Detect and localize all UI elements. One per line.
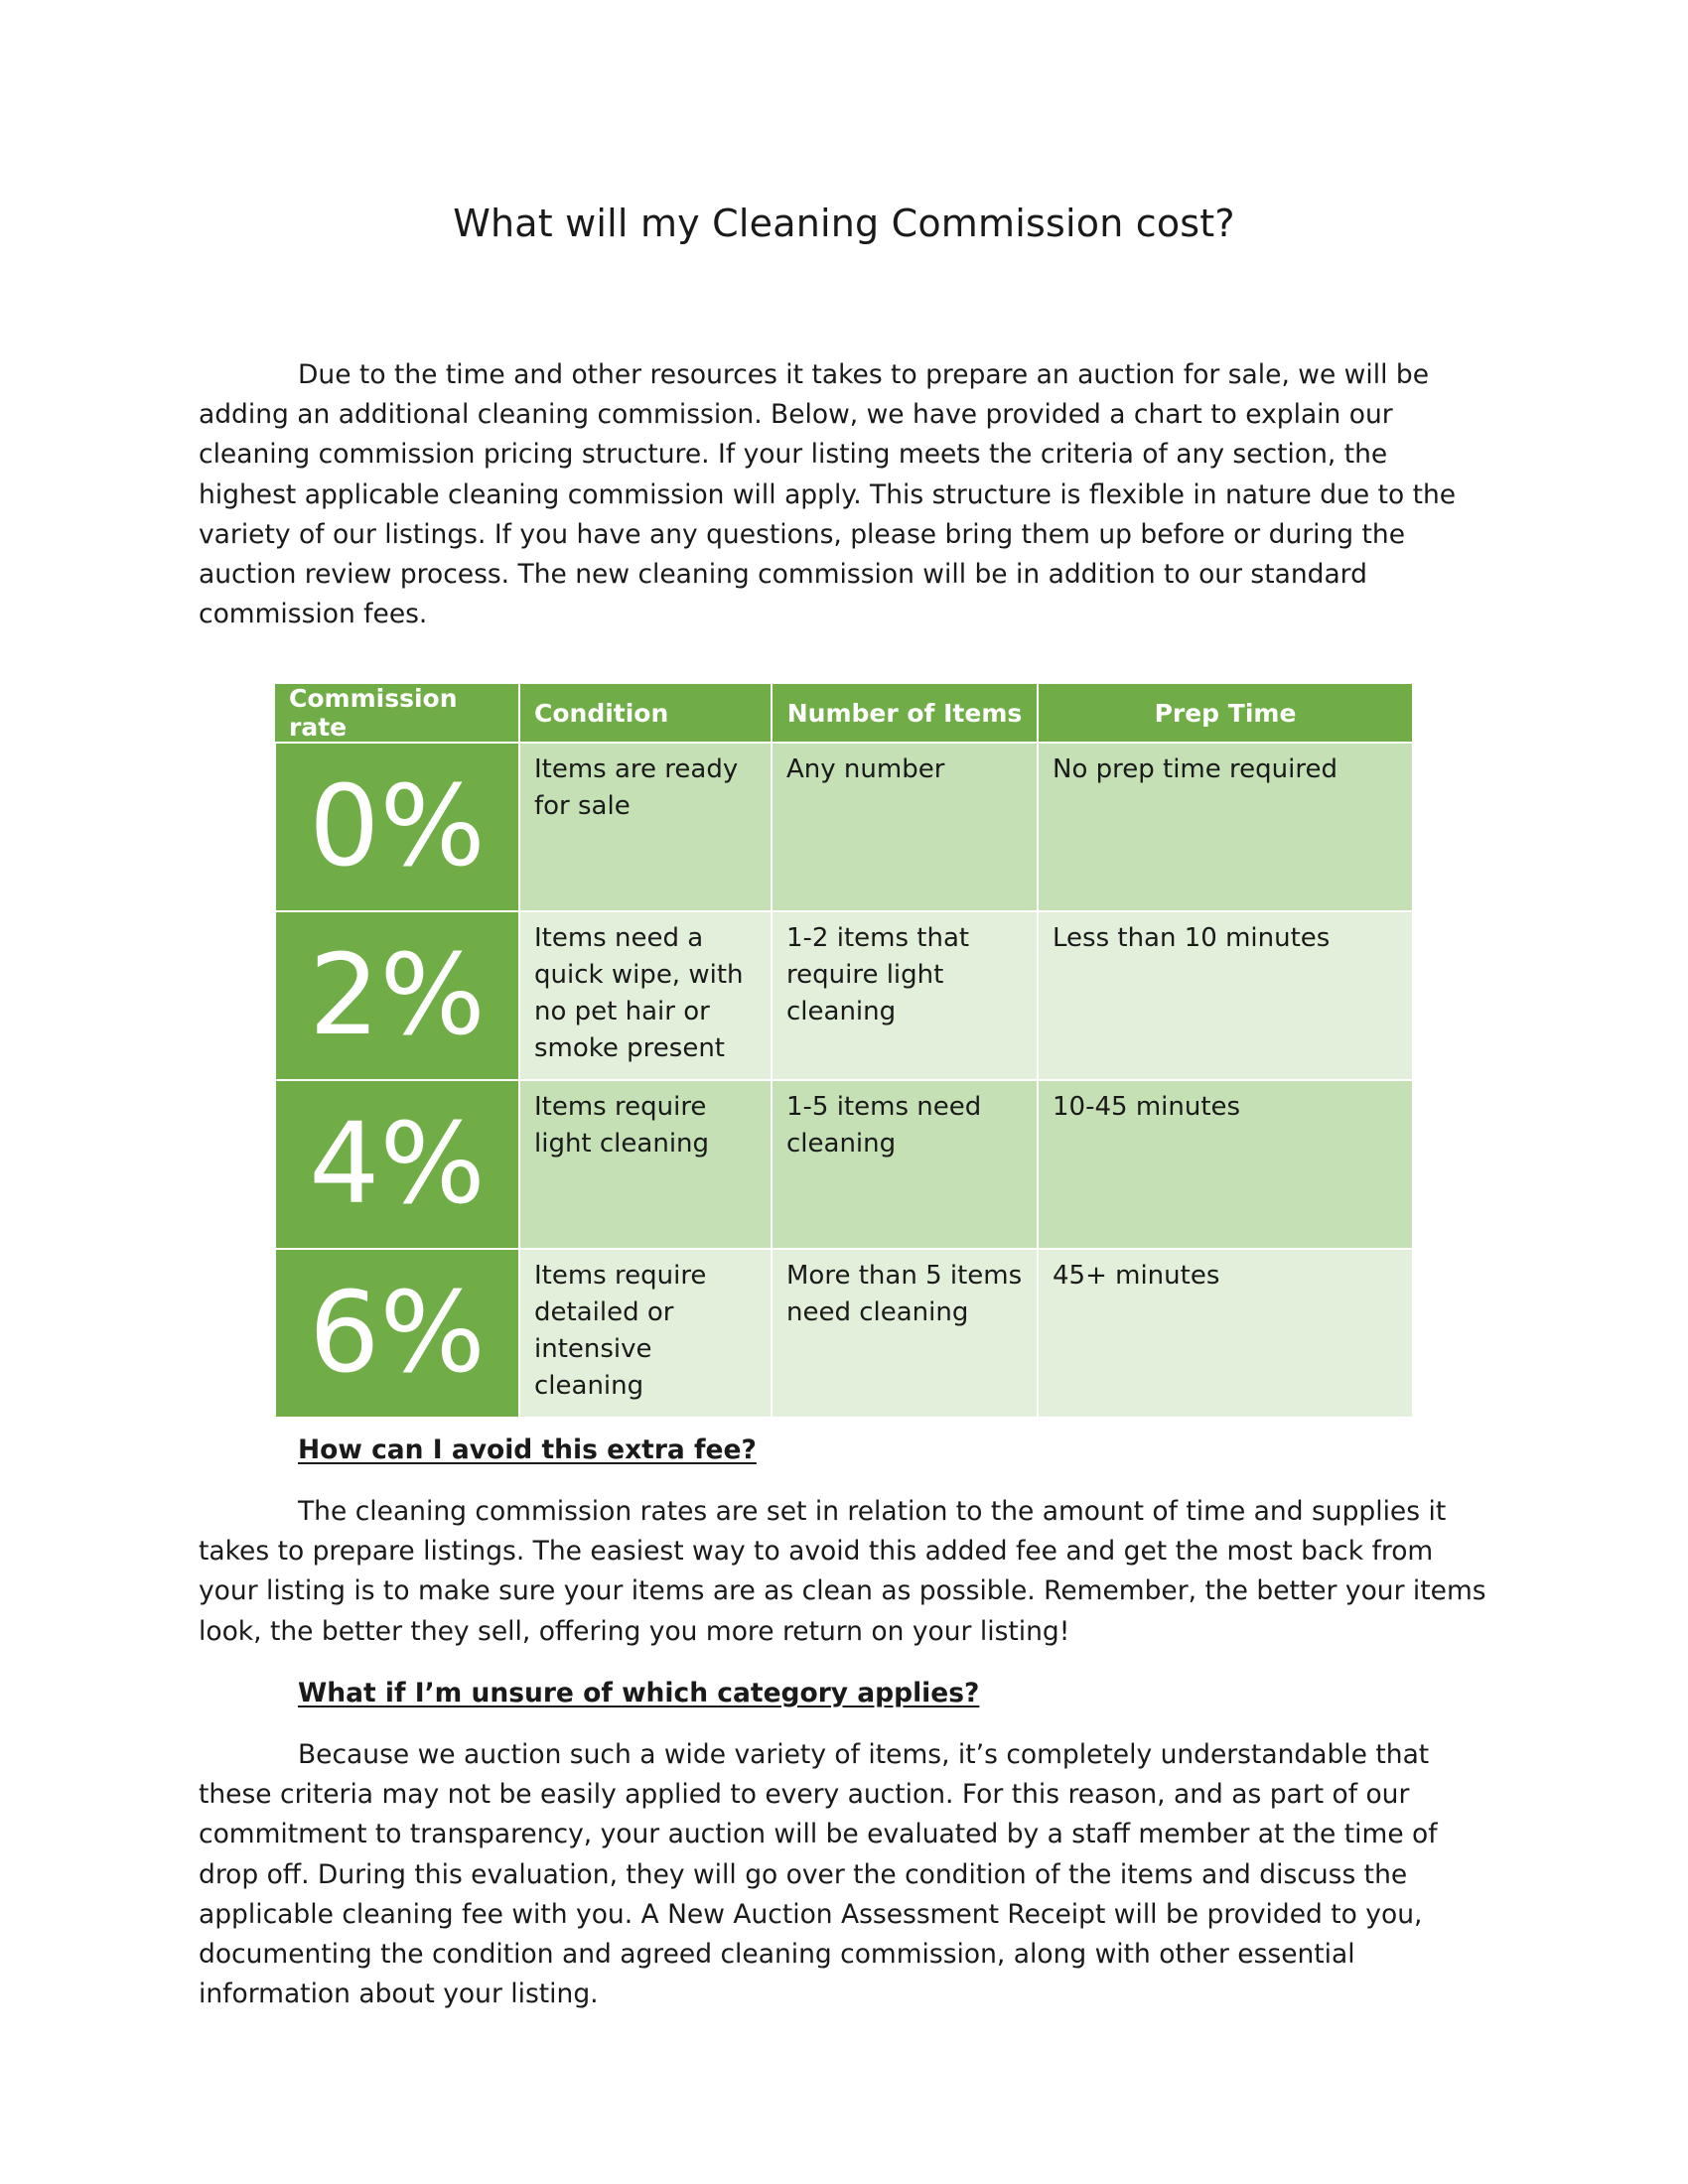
- items-cell: 1-2 items that require light cleaning: [772, 911, 1038, 1080]
- section-body-unsure-category: Because we auction such a wide variety of items, it’s completely understandable that these criteria may not be easily applied to every auction. For this reason, and as part of our commitment to transparency, your auction will be evaluated by a staff member at the time of drop off. During this evaluation, they will go over the condition of the items and discuss the applicable cleaning fee with you. A New Auction Assessment Receipt will be provided to you, documenting the condition and agreed cleaning commission, along with other essential information about your listing.: [199, 1739, 1438, 2010]
- section-body-avoid-fee: The cleaning commission rates are set in relation to the amount of time and supplies it takes to prepare listings. The easiest way to avoid this added fee and get the most back from your listing is to make sure your items are as clean as possible. Remember, the better your items look, the better they sell, offering you more return on your listing!: [199, 1496, 1486, 1647]
- rate-cell: 4%: [275, 1080, 519, 1249]
- rate-cell: 0%: [275, 743, 519, 911]
- items-cell: 1-5 items need cleaning: [772, 1080, 1038, 1249]
- table-row: [275, 1080, 1413, 1249]
- section-heading-unsure-category: What if I’m unsure of which category applies?: [298, 1678, 980, 1708]
- table-header-row: [275, 684, 1413, 743]
- header-commission-rate: Commission rate: [275, 684, 519, 743]
- condition-cell: Items need a quick wipe, with no pet hair or smoke present: [519, 911, 772, 1080]
- section-heading-avoid-fee: How can I avoid this extra fee?: [298, 1434, 757, 1465]
- table-row: [275, 1249, 1413, 1418]
- commission-table: [274, 684, 1414, 1419]
- header-prep-time: Prep Time: [1038, 684, 1413, 743]
- table-row: [275, 911, 1413, 1080]
- header-condition: Condition: [519, 684, 772, 743]
- condition-cell: Items require detailed or intensive cleaning: [519, 1249, 772, 1418]
- rate-cell: 2%: [275, 911, 519, 1080]
- items-cell: Any number: [772, 743, 1038, 911]
- page-title: What will my Cleaning Commission cost?: [453, 202, 1235, 245]
- prep-time-cell: 10-45 minutes: [1038, 1080, 1413, 1249]
- condition-cell: Items are ready for sale: [519, 743, 772, 911]
- header-number-of-items: Number of Items: [772, 684, 1038, 743]
- prep-time-cell: No prep time required: [1038, 743, 1413, 911]
- table-row: [275, 743, 1413, 911]
- prep-time-cell: Less than 10 minutes: [1038, 911, 1413, 1080]
- prep-time-cell: 45+ minutes: [1038, 1249, 1413, 1418]
- rate-cell: 6%: [275, 1249, 519, 1418]
- items-cell: More than 5 items need cleaning: [772, 1249, 1038, 1418]
- intro-paragraph: Due to the time and other resources it takes to prepare an auction for sale, we will be adding an additional cleaning commission. Below, we have provided a chart to explain our cleaning commission pricing structure. If your listing meets the criteria of any section, the highest applicable cleaning commission will apply. This structure is flexible in nature due to the variety of our listings. If you have any questions, please bring them up before or during the auction review process. The new cleaning commission will be in addition to our standard commission fees.: [199, 359, 1457, 630]
- condition-cell: Items require light cleaning: [519, 1080, 772, 1249]
